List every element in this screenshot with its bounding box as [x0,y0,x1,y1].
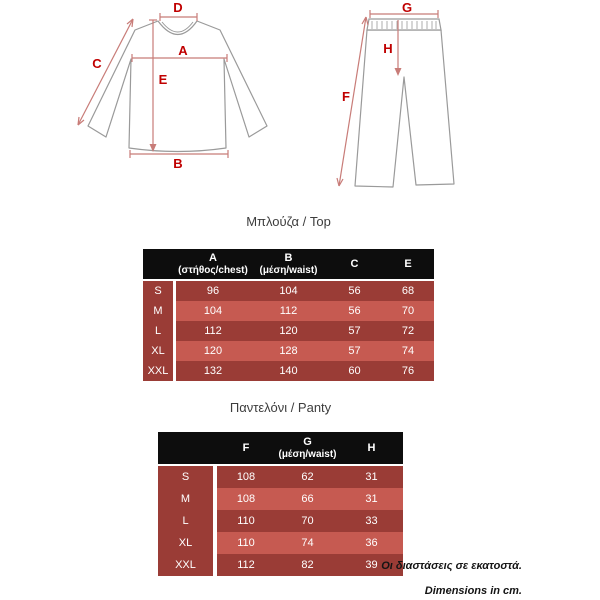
pants-waistband [367,19,441,30]
pants-label-f: F [342,89,350,104]
top-table-body [143,281,434,381]
pants-size-table [158,432,403,576]
table-row: XL 120 128 57 74 [143,341,434,361]
table-row: XXL 132 140 60 76 [143,361,434,381]
table-row: S 108 62 31 [158,466,403,488]
pants-header-col-h: H [367,441,376,454]
pants-label-h: H [383,41,393,56]
shirt-outline [88,21,267,152]
table-row: XXL 112 82 39 [158,554,403,576]
pants-header-col-g: G (μέση/waist) [278,435,337,460]
shirt-label-b: B [173,156,183,171]
pants-header-size-col [158,432,213,464]
table-row: L 112 120 57 72 [143,321,434,341]
top-table-header [143,249,434,279]
pants-legs-outline [355,30,454,187]
top-table-title: Μπλούζα / Top [246,214,331,229]
pants-label-g: G [401,0,413,15]
table-row: M 104 112 56 70 [143,301,434,321]
top-header-col-c: C [350,257,359,270]
table-row: M 108 66 31 [158,488,403,510]
top-size-table [143,249,434,381]
table-row: L 110 70 33 [158,510,403,532]
shirt-label-a: A [178,43,188,58]
shirt-label-e: E [158,72,168,87]
garment-diagrams [0,0,600,215]
shirt-label-c: C [92,56,102,71]
pants-table-header [158,432,403,464]
top-header-col-a: A (στήθος/chest) [178,251,248,276]
shirt-label-d: D [173,0,183,15]
table-row: XL 110 74 36 [158,532,403,554]
top-header-size-col [143,249,173,279]
top-header-col-e: E [404,257,412,270]
top-header-col-b: B (μέση/waist) [259,251,318,276]
footnote-greek: Οι διαστάσεις σε εκατοστά. [381,560,522,572]
pants-table-title: Παντελόνι / Panty [229,400,332,415]
footnote-english: Dimensions in cm. [424,585,522,597]
pants-header-col-f: F [242,441,250,454]
table-row: S 96 104 56 68 [143,281,434,301]
